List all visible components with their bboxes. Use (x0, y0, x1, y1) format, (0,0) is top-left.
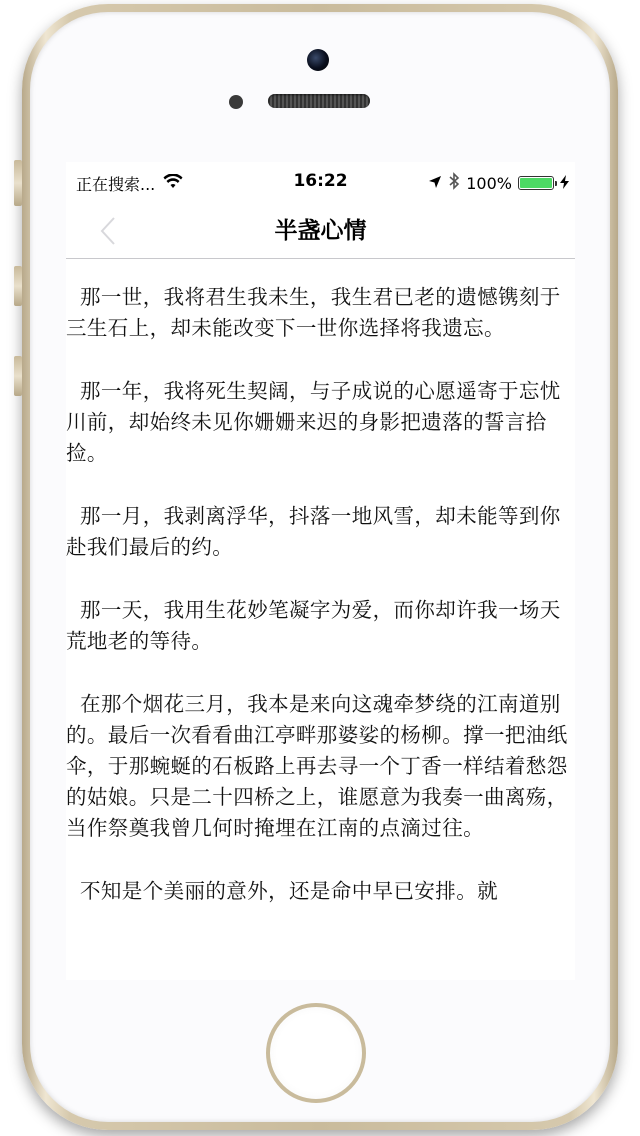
status-right (428, 172, 569, 194)
article-paragraph: 在那个烟花三月，我本是来向这魂牵梦绕的江南道别的。最后一次看看曲江亭畔那婆娑的杨柳。撑一把油纸伞，于那蜿蜒的石板路上再去寻一个丁香一样结着愁怨的姑娘。只是二十四桥之上，谁愿意为我奏一曲离殇，当作祭奠我曾几何时掩埋在江南的点滴过往。 (66, 692, 568, 840)
location-arrow-icon (428, 174, 442, 193)
front-camera (307, 49, 329, 71)
mute-switch (14, 160, 22, 206)
article-paragraph: 那一世，我将君生我未生，我生君已老的遗憾镌刻于三生石上，却未能改变下一世你选择将我遗忘。 (66, 285, 561, 340)
carrier-text: 正在搜索... (76, 175, 156, 194)
earpiece-speaker (268, 94, 370, 108)
volume-up-button (14, 266, 22, 306)
status-bar (66, 162, 575, 202)
battery-tip (555, 181, 557, 186)
page-title: 半盏心情 (274, 218, 367, 244)
volume-down-button (14, 356, 22, 396)
home-button[interactable] (266, 1003, 366, 1103)
bluetooth-icon (448, 172, 460, 194)
article-paragraph: 那一天，我用生花妙笔凝字为爱，而你却许我一场天荒地老的等待。 (66, 598, 561, 653)
article-body (66, 282, 575, 939)
battery-percent: 100% (466, 173, 512, 193)
article-paragraph: 那一年，我将死生契阔，与子成说的心愿遥寄于忘忧川前，却始终未见你姗姗来迟的身影把遗落的誓言拾捡。 (66, 379, 561, 465)
battery-fill (520, 178, 552, 188)
article-paragraph: 那一月，我剥离浮华，抖落一地风雪，却未能等到你赴我们最后的约。 (66, 504, 561, 559)
status-time: 16:22 (293, 171, 348, 191)
proximity-sensor (229, 95, 243, 109)
navigation-bar (66, 202, 575, 259)
screen (66, 162, 575, 980)
battery-icon (518, 176, 554, 190)
article-paragraph: 不知是个美丽的意外，还是命中早已安排。就 (80, 879, 498, 903)
charging-bolt-icon (560, 174, 569, 193)
